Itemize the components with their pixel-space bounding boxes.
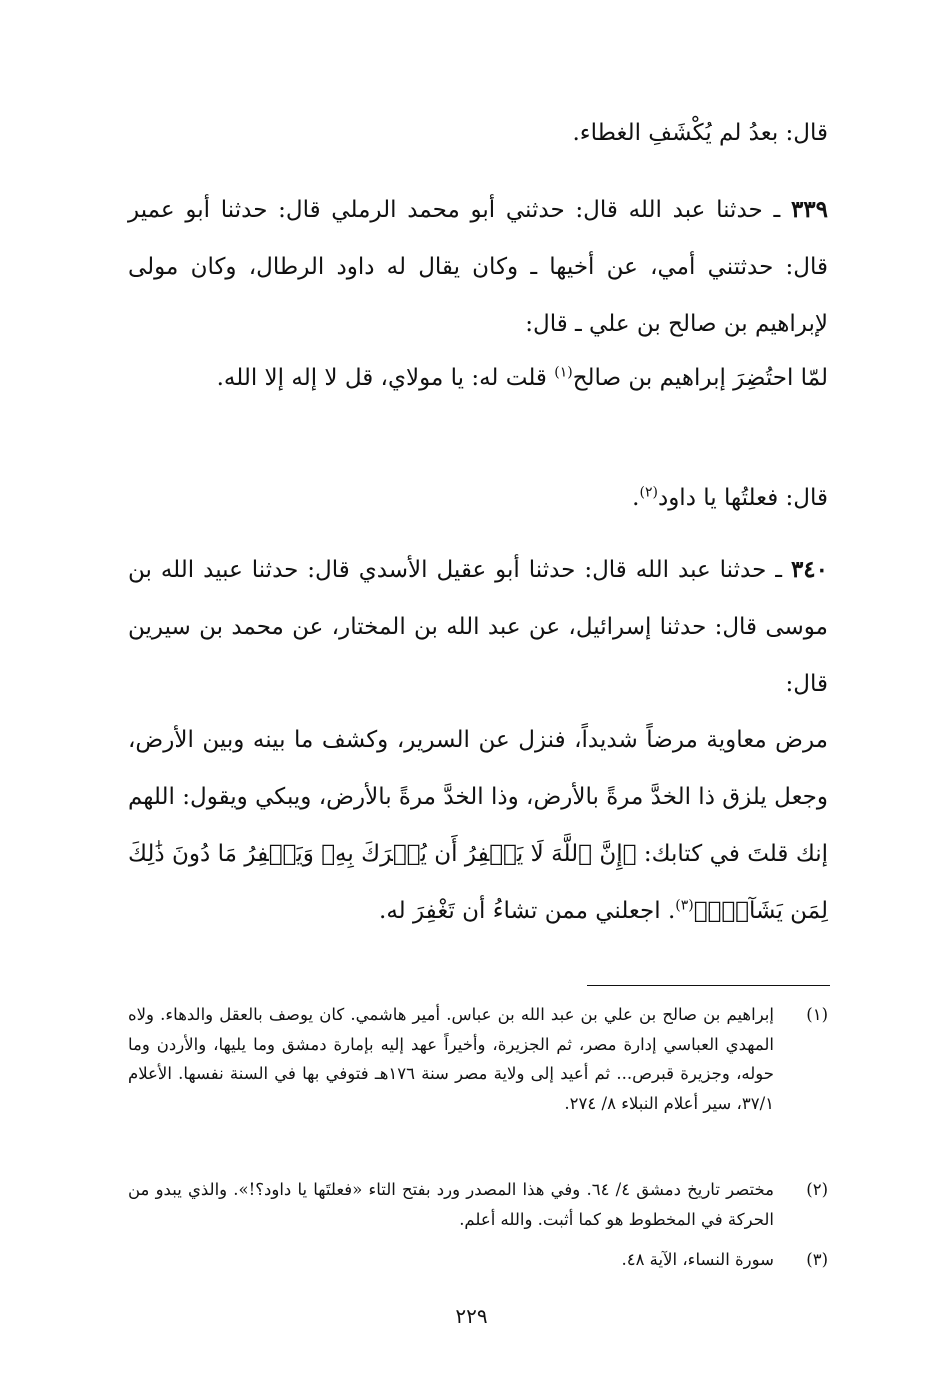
paragraph-1 (128, 105, 828, 162)
hadith-340 (128, 541, 828, 713)
page-number: ٢٢٩ (455, 1304, 488, 1328)
paragraph-4 (128, 470, 828, 527)
footnote-divider (587, 985, 830, 986)
footnote-text: مختصر تاريخ دمشق ٤/ ٦٤. وفي هذا المصدر ورد بفتح التاء «فعلتَها يا داود؟!». والذي يبدو من الحركة في المخطوط هو كما أثبت. والله أعلم. (128, 1180, 774, 1229)
footnote-ref-2[interactable]: (٢) (639, 484, 658, 501)
footnote-1 (128, 1000, 828, 1118)
hadith-text: ـ حدثنا عبد الله قال: حدثنا أبو عقيل الأسدي قال: حدثنا عبيد الله بن موسى قال: حدثنا إسرائيل، عن عبد الله بن المختار، عن محمد بن سيرين قال: (128, 557, 828, 697)
hadith-text: ـ حدثنا عبد الله قال: حدثني أبو محمد الرملي قال: حدثنا أبو عمير قال: حدثتني أمي، عن أخيها ـ وكان يقال له داود الرطال، وكان مولى لإبراهيم بن صالح بن علي ـ قال: (128, 197, 828, 337)
hadith-339 (128, 181, 828, 353)
footnote-text: سورة النساء، الآية ٤٨. (621, 1250, 774, 1269)
footnote-number: (٣) (806, 1250, 828, 1269)
paragraph-text: قال: فعلتُها يا داود (657, 485, 828, 511)
paragraph-text: مرض معاوية مرضاً شديداً، فنزل عن السرير، وكشف ما بينه وبين الأرض، وجعل يلزق ذا الخدَّ مرةً بالأرض، وذا الخدَّ مرةً بالأرض، ويبكي ويقول: اللهم إنك قلتَ في كتابك: ﴿إِنَّ ٱللَّهَ لَا يَغۡفِرُ أَن يُشۡرَكَ بِهِۦ وَيَغۡفِرُ مَا دُونَ ذَٰلِكَ لِمَن يَشَآءُۚ﴾ (128, 727, 828, 924)
hadith-number: ٣٣٩ (790, 196, 828, 223)
footnote-number: (٢) (806, 1180, 828, 1199)
hadith-number: ٣٤٠ (790, 556, 828, 583)
footnote-text: إبراهيم بن صالح بن علي بن عبد الله بن عباس. أمير هاشمي. كان يوصف بالعقل والدهاء. ولاه المهدي العباسي إدارة مصر، ثم الجزيرة، وأخيراً عهد إليه بإمارة دمشق وما يليها، والأردن وما حوله، وجزيرة قبرص... ثم أعيد إلى ولاية مصر سنة ١٧٦هـ فتوفي بها في السنة نفسها. الأعلام ٣٧/١، سير أعلام النبلاء ٨/ ٢٧٤. (128, 1005, 774, 1113)
footnote-ref-3[interactable]: (٣) (675, 897, 694, 914)
paragraph-text: لمّا احتُضِرَ إبراهيم بن صالح (572, 365, 828, 391)
paragraph-text: قلت له: يا مولاي، قل لا إله إلا الله. (216, 365, 555, 391)
paragraph-6 (128, 712, 828, 940)
paragraph-text: . (632, 485, 640, 511)
footnote-3 (128, 1245, 828, 1275)
footnote-ref-1[interactable]: (١) (554, 364, 573, 381)
paragraph-3 (128, 350, 828, 407)
footnote-number: (١) (806, 1005, 828, 1024)
paragraph-text: . اجعلني ممن تشاءُ أن تَغْفِرَ له. (379, 898, 676, 924)
paragraph-text: قال: بعدُ لم يُكْشَفِ الغطاء. (572, 120, 828, 146)
footnote-2 (128, 1175, 828, 1234)
